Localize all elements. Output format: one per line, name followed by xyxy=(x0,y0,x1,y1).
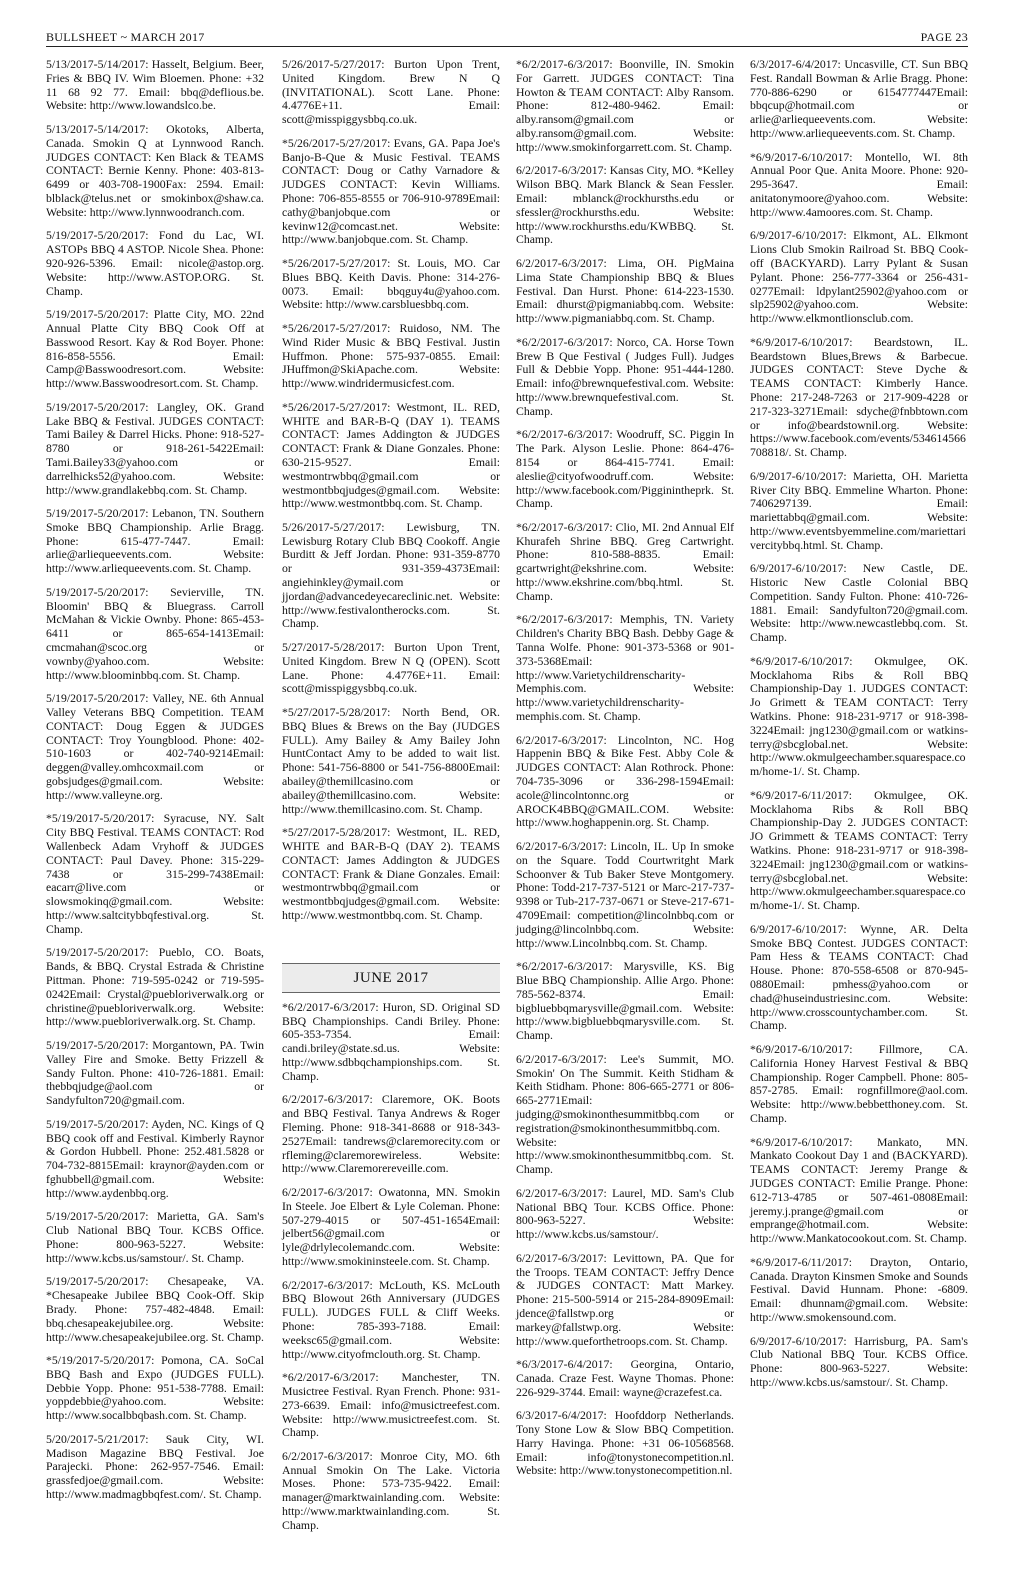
event-entry: *5/19/2017-5/20/2017: Pomona, CA. SoCal BBQ Bash and Expo (JUDGES FULL). Debbie Yopp. Phone: 951-538-7788. Email: yoppdebbie@yahoo.com. Website: http://www.socalbbqbash.com. St. Champ. xyxy=(46,1354,264,1423)
column-1 xyxy=(46,58,264,1512)
column-3 xyxy=(516,58,734,1488)
event-entry: 5/19/2017-5/20/2017: Lebanon, TN. Southern Smoke BBQ Championship. Arlie Bragg. Phone: 615-477-7447. Email: arlie@arliequeevents.com. Website: http://www.arliequeevents.com. St. Champ. xyxy=(46,507,264,576)
event-entry: 6/2/2017-6/3/2017: Lima, OH. PigMaina Lima State Championship BBQ & Blues Festival. Dan Hurst. Phone: 614-223-1530. Email: dhurst@pigmaniabbq.com. Website: http://www.pigmaniabbq.com. St. Champ. xyxy=(516,256,734,326)
event-entry: *6/3/2017-6/4/2017: Georgina, Ontario, Canada. Craze Fest. Wayne Thomas. Phone: 226-929-3744. Email: wayne@crazefest.ca. xyxy=(516,1358,734,1399)
event-entry: 5/13/2017-5/14/2017: Okotoks, Alberta, Canada. Smokin Q at Lynnwood Ranch. JUDGES CONTACT: Ken Black & TEAMS CONTACT: Bernie Kenny. Phone: 403-813-6499 or 403-708-1900Fax: 2594. Email: blblack@telus.net or smokinbox@shaw.ca. Website: http://www.lynnwoodranch.com. xyxy=(46,122,264,219)
publication-title: BULLSHEET ~ MARCH 2017 xyxy=(46,30,205,44)
event-entry: *5/26/2017-5/27/2017: St. Louis, MO. Car Blues BBQ. Keith Davis. Phone: 314-276-0073. Email: bbqguy4u@yahoo.com. Website: http://www.carsbluesbbq.com. xyxy=(282,256,500,312)
event-entry: 5/26/2017-5/27/2017: Lewisburg, TN. Lewisburg Rotary Club BBQ Cookoff. Angie Burditt & Jeff Jordan. Phone: 931-359-8770 or 931-359-4373Email: angiehinkley@ymail.com or jjordan@advancedeyecareclinic.net. Website: http://www.festivalontherocks.com. St. Champ. xyxy=(282,520,500,631)
event-entry: *5/26/2017-5/27/2017: Westmont, IL. RED, WHITE and BAR-B-Q (DAY 1). TEAMS CONTACT: James Addington & JUDGES CONTACT: Frank & Diane Gonzales. Phone: 630-215-9527. Email: westmontrwbbq@gmail.com or westmontbbqjudges@gmail.com. Website: http://www.westmontbbq.com. St. Champ. xyxy=(282,400,500,511)
event-entry: 6/2/2017-6/3/2017: McLouth, KS. McLouth BBQ Blowout 26th Anniversary (JUDGES FULL). JUDGES FULL & Cliff Weeks. Phone: 785-393-7188. Email: weeksc65@gmail.com. Website: http://www.cityofmclouth.org. St. Champ. xyxy=(282,1278,500,1361)
event-entry: 6/2/2017-6/3/2017: Monroe City, MO. 6th Annual Smokin On The Lake. Victoria Moses. Phone: 573-735-9422. Email: manager@marktwainlanding.com. Website: http://www.marktwainlanding.com. St. Champ. xyxy=(282,1449,500,1532)
page-number: PAGE 23 xyxy=(920,30,968,44)
event-entry: 5/26/2017-5/27/2017: Burton Upon Trent, United Kingdom. Brew N Q (INVITATIONAL). Scott Lane. Phone: 4.4776E+11. Email: scott@misspiggysbbq.co.uk. xyxy=(282,58,500,127)
event-entry: 6/9/2017-6/10/2017: Marietta, OH. Marietta River City BBQ. Emmeline Wharton. Phone: 7406297139. Email: mariettabbq@gmail.com. Website: http://www.eventsbyemmeline.com/mariettarivercitybbq.html. St. Champ. xyxy=(750,469,968,552)
column-2 xyxy=(282,58,500,1542)
event-entry: 6/9/2017-6/10/2017: Elkmont, AL. Elkmont Lions Club Smokin Railroad St. BBQ Cook-off (BACKYARD). Larry Pylant & Susan Pylant. Phone: 256-777-3364 or 256-431-0277Email: ldpylant25902@yahoo.com or slp25902@yahoo.com. Website: http://www.elkmontlionsclub.com. xyxy=(750,229,968,326)
event-entry: 6/2/2017-6/3/2017: Lee's Summit, MO. Smokin' On The Summit. Keith Stidham & Keith Stidham. Phone: 806-665-2771 or 806-665-2771Email: judging@smokinonthesummitbbq.com or registration@smokinonthesummitbbq.com. Website: http://www.smokinonthesummitbbq.com. St. Champ. xyxy=(516,1052,734,1177)
event-entry: 6/3/2017-6/4/2017: Uncasville, CT. Sun BBQ Fest. Randall Bowman & Arlie Bragg. Phone: 770-886-6290 or 6154777447Email: bbqcup@hotmail.com or arlie@arliequeevents.com. Website: http://www.arliequeevents.com. St. Champ. xyxy=(750,58,968,140)
event-entry: *6/9/2017-6/10/2017: Beardstown, IL. Beardstown Blues,Brews & Barbecue. JUDGES CONTACT: Steve Dyche & TEAMS CONTACT: Kimberly Hance. Phone: 217-248-7263 or 217-909-4228 or 217-323-3271Email: sdyche@fnbbtown.com or info@beardstownil.org. Website: https://www.facebook.com/events/534614566708818/. St. Champ. xyxy=(750,335,968,460)
section-heading: JUNE 2017 xyxy=(282,963,500,993)
event-entry: 6/3/2017-6/4/2017: Hoofddorp Netherlands. Tony Stone Low & Slow BBQ Competition. Harry Havinga. Phone: +31 06-10568568. Email: info@tonystonecompetition.nl. Website: http://www.tonystonecompetition.nl. xyxy=(516,1409,734,1478)
event-entry: 5/19/2017-5/20/2017: Marietta, GA. Sam's Club National BBQ Tour. KCBS Office. Phone: 800-963-5227. Website: http://www.kcbs.us/samstour/. St. Champ. xyxy=(46,1210,264,1265)
event-entry: *6/9/2017-6/11/2017: Okmulgee, OK. Mocklahoma Ribs & Roll BBQ Championship-Day 2. JUDGES CONTACT: JO Grimmett & TEAMS CONTACT: Terry Watkins. Phone: 918-231-9717 or 918-398-3224Email: jng1230@gmail.com or watkins-terry@sbcglobal.net. Website: http://www.okmulgeechamber.squarespace.com/home-1/. St. Champ. xyxy=(750,788,968,913)
event-entry: *6/2/2017-6/3/2017: Marysville, KS. Big Blue BBQ Championship. Allie Argo. Phone: 785-562-8374. Email: bigbluebbqmarysville@gmail.com. Website: http://www.bigbluebbqmarysville.com. St. Champ. xyxy=(516,960,734,1043)
event-entry: 6/2/2017-6/3/2017: Levittown, PA. Que for the Troops. TEAM CONTACT: Jeffry Dence & JUDGES CONTACT: Matt Markey. Phone: 215-500-5914 or 215-284-8909Email: jdence@fallstwp.org or markey@fallstwp.org. Website: http://www.queforthetroops.com. St. Champ. xyxy=(516,1251,734,1348)
event-entry: 6/2/2017-6/3/2017: Lincolnton, NC. Hog Happenin BBQ & Bike Fest. Abby Cole & JUDGES CONTACT: Alan Rothrock. Phone: 704-735-3096 or 336-298-1594Email: acole@lincolntonnc.org or AROCK4BBQ@GMAIL.COM. Website: http://www.hoghappenin.org. St. Champ. xyxy=(516,733,734,830)
event-entry: 5/19/2017-5/20/2017: Ayden, NC. Kings of Q BBQ cook off and Festival. Kimberly Raynor & Gordon Hubbell. Phone: 252.481.5828 or 704-732-8815Email: kraynor@ayden.com or fghubbell@gmail.com. Website: http://www.aydenbbq.org. xyxy=(46,1117,264,1200)
event-entry: *5/26/2017-5/27/2017: Evans, GA. Papa Joe's Banjo-B-Que & Music Festival. TEAMS CONTACT: Doug or Cathy Varnadore & JUDGES CONTACT: Kevin Williams. Phone: 706-855-8555 or 706-910-9789Email: cathy@banjobque.com or kevinw12@comcast.net. Website: http://www.banjobque.com. St. Champ. xyxy=(282,136,500,247)
event-entry: *6/2/2017-6/3/2017: Clio, MI. 2nd Annual Elf Khurafeh Shrine BBQ. Greg Cartwright. Phone: 810-588-8835. Email: gcartwright@ekshrine.com. Website: http://www.ekshrine.com/bbq.html. St. Champ. xyxy=(516,520,734,603)
event-entry: *5/27/2017-5/28/2017: Westmont, IL. RED, WHITE and BAR-B-Q (DAY 2). TEAMS CONTACT: James Addington & JUDGES CONTACT: Frank & Diane Gonzales. Email: westmontrwbbq@gmail.com or westmontbbqjudges@gmail.com. Website: http://www.westmontbbq.com. St. Champ. xyxy=(282,826,500,922)
event-entry: 5/19/2017-5/20/2017: Pueblo, CO. Boats, Bands, & BBQ. Crystal Estrada & Christine Pittman. Phone: 719-595-0242 or 719-595-0242Email: Crystal@puebloriverwalk.org or christine@puebloriverwalk.org. Website: http://www.puebloriverwalk.org. St. Champ. xyxy=(46,946,264,1029)
event-entry: 5/19/2017-5/20/2017: Valley, NE. 6th Annual Valley Veterans BBQ Competition. TEAM CONTACT: Doug Eggen & JUDGES CONTACT: Troy Youngblood. Phone: 402-510-1603 or 402-740-9214Email: deggen@valley.omhcoxmail.com or gobsjudges@gmail.com. Website: http://www.valleyne.org. xyxy=(46,692,264,802)
event-entry: 6/2/2017-6/3/2017: Laurel, MD. Sam's Club National BBQ Tour. KCBS Office. Phone: 800-963-5227. Website: http://www.kcbs.us/samstour/. xyxy=(516,1186,734,1242)
event-entry: 5/27/2017-5/28/2017: Burton Upon Trent, United Kingdom. Brew N Q (OPEN). Scott Lane. Phone: 4.4776E+11. Email: scott@misspiggysbbq.co.uk. xyxy=(282,641,500,696)
event-entry: 5/19/2017-5/20/2017: Fond du Lac, WI. ASTOPs BBQ 4 ASTOP. Nicole Shea. Phone: 920-926-5396. Email: nicole@astop.org. Website: http://www.ASTOP.ORG. St. Champ. xyxy=(46,229,264,298)
event-entry: *6/9/2017-6/10/2017: Montello, WI. 8th Annual Poor Que. Anita Moore. Phone: 920-295-3647. Email: anitatonymoore@yahoo.com. Website: http://www.4amoores.com. St. Champ. xyxy=(750,150,968,219)
event-entry: *6/2/2017-6/3/2017: Manchester, TN. Musictree Festival. Ryan French. Phone: 931-273-6639. Email: info@musictreefest.com. Website: http://www.musictreefest.com. St. Champ. xyxy=(282,1371,500,1440)
event-entry: *5/19/2017-5/20/2017: Syracuse, NY. Salt City BBQ Festival. TEAMS CONTACT: Rod Wallenbeck Adam Vryhoff & JUDGES CONTACT: Paul Davey. Phone: 315-229-7438 or 315-299-7438Email: eacarr@live.com or slowsmokinq@gmail.com. Website: http://www.saltcitybbqfestival.org. St. Champ. xyxy=(46,812,264,936)
event-entry: 6/2/2017-6/3/2017: Claremore, OK. Boots and BBQ Festival. Tanya Andrews & Roger Fleming. Phone: 918-341-8688 or 918-343-2527Email: tandrews@claremorecity.com or rfleming@claremorewireless. Website: http://www.Claremorereveille.com. xyxy=(282,1093,500,1176)
header-rule xyxy=(46,46,968,47)
event-entry: 5/19/2017-5/20/2017: Platte City, MO. 22nd Annual Platte City BBQ Cook Off at Basswood Resort. Kay & Rod Boyer. Phone: 816-858-5556. Email: Camp@Basswoodresort.com. Website: http://www.Basswoodresort.com. St. Champ. xyxy=(46,308,264,391)
event-entry: 5/13/2017-5/14/2017: Hasselt, Belgium. Beer, Fries & BBQ IV. Wim Bloemen. Phone: +32 11 68 92 77. Email: bbq@deflious.be. Website: http://www.lowandslco.be. xyxy=(46,58,264,113)
event-entry: 5/19/2017-5/20/2017: Sevierville, TN. Bloomin' BBQ & Bluegrass. Carroll McMahan & Vickie Ownby. Phone: 865-453-6411 or 865-654-1413Email: cmcmahan@scoc.org or vownby@yahoo.com. Website: http://www.bloominbbq.com. St. Champ. xyxy=(46,585,264,682)
event-entry: *6/9/2017-6/10/2017: Okmulgee, OK. Mocklahoma Ribs & Roll BBQ Championship-Day 1. JUDGES CONTACT: Jo Grimett & TEAM CONTACT: Terry Watkins. Phone: 918-231-9717 or 918-398-3224Email: jng1230@gmail.com or watkins-terry@sbcglobal.net. Website: http://www.okmulgeechamber.squarespace.com/home-1/. St. Champ. xyxy=(750,654,968,779)
event-entry: *5/26/2017-5/27/2017: Ruidoso, NM. The Wind Rider Music & BBQ Festival. Justin Huffmon. Phone: 575-937-0855. Email: JHuffmon@SkiApache.com. Website: http://www.windridermusicfest.com. xyxy=(282,321,500,391)
event-entry: *5/27/2017-5/28/2017: North Bend, OR. BBQ Blues & Brews on the Bay (JUDGES FULL). Amy Bailey & Amy Bailey John HuntContact Amy to be added to wait list. Phone: 541-756-8800 or 541-756-8800Email: abailey@themillcasino.com or abailey@themillcasino.com. Website: http://www.themillcasino.com. St. Champ. xyxy=(282,706,500,816)
event-entry: 6/2/2017-6/3/2017: Kansas City, MO. *Kelley Wilson BBQ. Mark Blanck & Sean Fessler. Email: mblanck@rockhursths.edu or sfessler@rockhursths.edu. Website: http://www.rockhursths.edu/KWBBQ. St. Champ. xyxy=(516,164,734,247)
event-entry: *6/2/2017-6/3/2017: Norco, CA. Horse Town Brew B Que Festival ( Judges Full). Judges Full & Debbie Yopp. Phone: 951-444-1280. Email: info@brewnquefestival.com. Website: http://www.brewnquefestival.com. St. Champ. xyxy=(516,335,734,418)
event-entry: 5/19/2017-5/20/2017: Chesapeake, VA. *Chesapeake Jubilee BBQ Cook-Off. Skip Brady. Phone: 757-482-4848. Email: bbq.chesapeakejubilee.org. Website: http://www.chesapeakejubilee.org. St. Champ. xyxy=(46,1275,264,1344)
event-entry: 6/9/2017-6/10/2017: Harrisburg, PA. Sam's Club National BBQ Tour. KCBS Office. Phone: 800-963-5227. Website: http://www.kcbs.us/samstour/. St. Champ. xyxy=(750,1334,968,1389)
event-entry: 5/19/2017-5/20/2017: Langley, OK. Grand Lake BBQ & Festival. JUDGES CONTACT: Tami Bailey & Darrel Hicks. Phone: 918-527-8780 or 918-261-5422Email: Tami.Bailey33@yahoo.com or darrelhicks52@yahoo.com. Website: http://www.grandlakebbq.com. St. Champ. xyxy=(46,400,264,497)
event-entry: 6/9/2017-6/10/2017: New Castle, DE. Historic New Castle Colonial BBQ Competition. Sandy Fulton. Phone: 410-726-1881. Email: Sandyfulton720@gmail.com. Website: http://www.newcastlebbq.com. St. Champ. xyxy=(750,562,968,645)
event-entry: *6/2/2017-6/3/2017: Memphis, TN. Variety Children's Charity BBQ Bash. Debby Gage & Tanna Wolfe. Phone: 901-373-5368 or 901-373-5368Email: http://www.Varietychildrenscharity-Memphis.com. Website: http://www.varietychildrenscharity-memphis.com. St. Champ. xyxy=(516,613,734,724)
event-entry: *6/2/2017-6/3/2017: Woodruff, SC. Piggin In The Park. Alyson Leslie. Phone: 864-476-8154 or 864-415-7741. Email: aleslie@cityofwoodruff.com. Website: http://www.facebook.com/Pigginintheprk. St. Champ. xyxy=(516,428,734,511)
event-entry: 6/2/2017-6/3/2017: Lincoln, IL. Up In smoke on the Square. Todd Courtwritght Mark Schoonver & Tub Baker Steve Montgomery. Phone: Todd-217-737-5121 or Marc-217-737-9398 or Tub-217-737-0671 or Steve-217-671-4709Email: competition@lincolnbbq.com or judging@lincolnbbq.com. Website: http://www.Lincolnbbq.com. St. Champ. xyxy=(516,840,734,950)
event-entry: *6/2/2017-6/3/2017: Huron, SD. Original SD BBQ Championships. Candi Briley. Phone: 605-353-7354. Email: candi.briley@state.sd.us. Website: http://www.sdbbqchampionships.com. St. Champ. xyxy=(282,1000,500,1083)
event-entry: 6/2/2017-6/3/2017: Owatonna, MN. Smokin In Steele. Joe Elbert & Lyle Coleman. Phone: 507-279-4015 or 507-451-1654Email: jelbert56@gmail.com or lyle@drlylecolemandc.com. Website: http://www.smokininsteele.com. St. Champ. xyxy=(282,1185,500,1268)
column-4 xyxy=(750,58,968,1399)
event-entry: 6/9/2017-6/10/2017: Wynne, AR. Delta Smoke BBQ Contest. JUDGES CONTACT: Pam Hess & TEAMS CONTACT: Chad House. Phone: 870-558-6508 or 870-945-0880Email: pmhess@yahoo.com or chad@huseindustriesinc.com. Website: http://www.crosscountychamber.com. St. Champ. xyxy=(750,922,968,1033)
event-entry: *6/9/2017-6/10/2017: Mankato, MN. Mankato Cookout Day 1 and (BACKYARD). TEAMS CONTACT: Jeremy Prange & JUDGES CONTACT: Emilie Prange. Phone: 612-713-4785 or 507-461-0808Email: jeremy.j.prange@gmail.com or emprange@hotmail.com. Website: http://www.Mankatocookout.com. St. Champ. xyxy=(750,1135,968,1246)
event-entry: *6/9/2017-6/11/2017: Drayton, Ontario, Canada. Drayton Kinsmen Smoke and Sounds Festival. David Hunnam. Phone: -6809. Email: dhunnam@gmail.com. Website: http://www.smokensound.com. xyxy=(750,1255,969,1324)
event-entry: 5/19/2017-5/20/2017: Morgantown, PA. Twin Valley Fire and Smoke. Betty Frizzell & Sandy Fulton. Phone: 410-726-1881. Email: thebbqjudge@aol.com or Sandyfulton720@gmail.com. xyxy=(46,1038,264,1108)
event-listings xyxy=(46,58,968,1568)
event-entry: *6/9/2017-6/10/2017: Fillmore, CA. California Honey Harvest Festival & BBQ Championship. Roger Campbell. Phone: 805-857-2785. Email: rognfillmore@aol.com. Website: http://www.bebbetthoney.com. St. Champ. xyxy=(750,1042,968,1125)
event-entry: *6/2/2017-6/3/2017: Boonville, IN. Smokin For Garrett. JUDGES CONTACT: Tina Howton & TEAM CONTACT: Alby Ransom. Phone: 812-480-9462. Email: alby.ransom@gmail.com or alby.ransom@gmail.com. Website: http://www.smokinforgarrett.com. St. Champ. xyxy=(516,58,734,154)
event-entry: 5/20/2017-5/21/2017: Sauk City, WI. Madison Magazine BBQ Festival. Joe Parajecki. Phone: 262-957-7546. Email: grassfedjoe@gmail.com. Website: http://www.madmagbbqfest.com/. St. Champ. xyxy=(46,1432,264,1502)
